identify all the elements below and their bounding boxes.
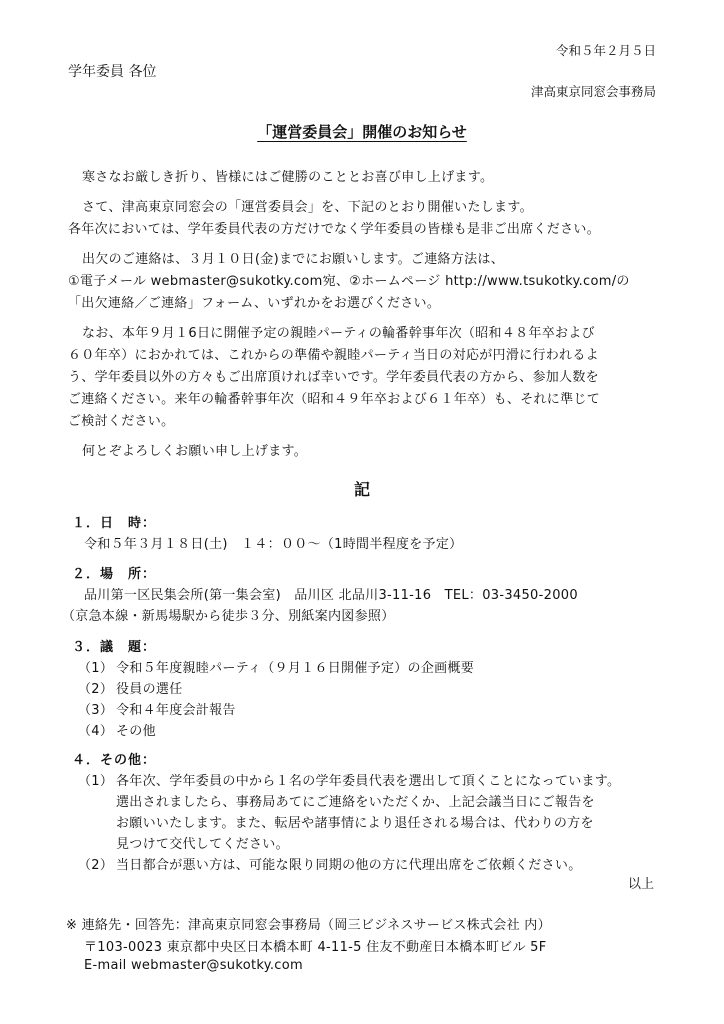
datetime-value: 令和５年３月１８日(土) １４：００～（1時間半程度を予定） [84,537,463,552]
agenda-item-2: 役員の選任 [116,682,183,697]
intro-line-2: 各年次においては、学年委員代表の方だけでなく学年委員の皆様も是非ご出席ください。 [68,222,601,237]
place-heading: ２．場 所： [72,567,157,582]
agenda-item-4-num: （4） [78,724,114,739]
rsvp-line-2: ①電子メール webmaster@sukotky.com宛、②ホームページ http://www.tsukotky.com/の [68,274,630,289]
agenda-item-2-num: （2） [78,682,114,697]
note-line-5: ご検討ください。 [68,414,175,429]
datetime-heading: １．日 時： [72,516,157,531]
contact-address: 〒103-0023 東京都中央区日本橋本町 4-11-5 住友不動産日本橋本町ビル 5F [84,940,547,955]
rsvp-line-1: 出欠のご連絡は、３月１０日(金)までにお願いします。ご連絡方法は、 [82,252,505,267]
agenda-item-4: その他 [116,724,156,739]
ki-heading: 記 [353,480,370,499]
place-note: （京急本線・新馬場駅から徒歩３分、別紙案内図参照） [62,609,395,624]
agenda-heading: ３．議 題： [72,640,157,655]
closing-ijo: 以上 [627,877,654,892]
note-line-4: ご連絡ください。来年の輪番幹事年次（昭和４９年卒および６１年卒）も、それに準じて [68,392,601,407]
other-item-2: 当日都合が悪い方は、可能な限り同期の他の方に代理出席をご依頼ください。 [116,858,582,873]
contact-line-1: ※ 連絡先・回答先：津高東京同窓会事務局（岡三ビジネスサービス株式会社 内） [66,918,551,933]
other-item-1-line-2: 選出されましたら、事務局あてにご連絡をいただくか、上記会議当日にご報告を [116,795,595,810]
document-date: 令和５年２月５日 [555,43,656,58]
contact-email: E-mail webmaster@sukotky.com [84,958,303,973]
other-item-1-line-1: 各年次、学年委員の中から１名の学年委員代表を選出して頂くことになっています。 [116,774,621,789]
other-item-1-line-4: 見つけて交代してください。 [116,837,289,852]
rsvp-line-3: 「出欠連絡／ご連絡」フォーム、いずれかをお選びください。 [68,296,441,311]
sender: 津高東京同窓会事務局 [530,84,656,99]
other-item-1-line-3: お願いいたします。また、転居や諸事情により退任される場合は、代わりの方を [116,816,594,831]
other-heading: ４．その他： [72,753,157,768]
document-title: 「運営委員会」開催のお知らせ [257,123,467,141]
agenda-item-3: 令和４年度会計報告 [116,703,236,718]
note-line-1: なお、本年９月１6日に開催予定の親睦パーティの輪番幹事年次（昭和４８年卒および [82,326,595,341]
addressee: 学年委員 各位 [68,64,157,80]
greeting-paragraph: 寒さなお厳しき折り、皆様にはご健勝のこととお喜び申し上げます。 [82,170,494,185]
place-value: 品川第一区民集会所(第一集会室) 品川区 北品川3-11-16 TEL：03-3450-2000 [84,588,578,603]
note-line-2: ６０年卒）におかれては、これからの準備や親睦パーティ当日の対応が円滑に行われるよ [68,348,599,363]
agenda-item-1-num: （1） [78,661,114,676]
closing-line: 何とぞよろしくお願い申し上げます。 [82,444,308,459]
other-item-2-num: （2） [78,858,114,873]
intro-line-1: さて、津高東京同窓会の「運営委員会」を、下記のとおり開催いたします。 [82,200,533,215]
other-item-1-num: （1） [78,774,114,789]
note-line-3: う、学年委員以外の方々もご出席頂ければ幸いです。学年委員代表の方から、参加人数を [68,370,599,385]
agenda-item-3-num: （3） [78,703,114,718]
agenda-item-1: 令和５年度親睦パーティ（９月１６日開催予定）の企画概要 [116,661,475,676]
